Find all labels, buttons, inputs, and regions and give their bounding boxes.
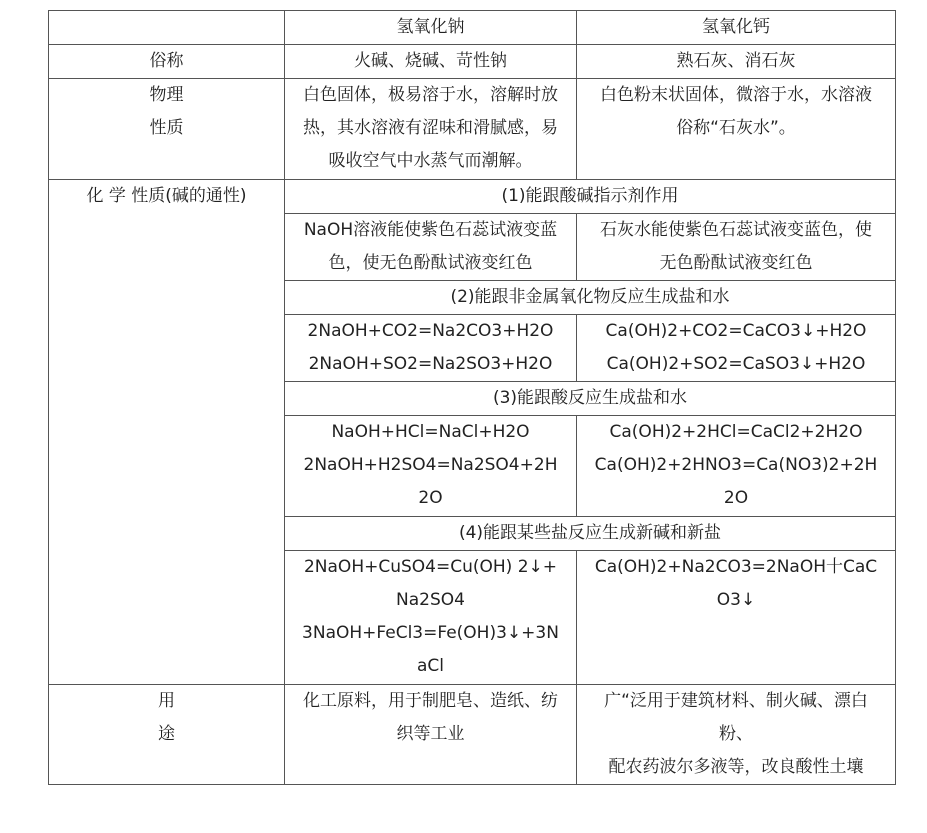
uses-caoh2 [577, 685, 896, 785]
chem-p1-caoh2 [577, 214, 896, 281]
common-name-label: 俗称 [49, 45, 285, 79]
chem-p1-title-row [49, 180, 896, 214]
physical-label [49, 79, 285, 180]
equation-line: 3NaOH+FeCl3=Fe(OH)3↓+3N [302, 623, 559, 643]
chem-p2-title: (2)能跟非金属氧化物反应生成盐和水 [285, 281, 896, 315]
equation-line: 2O [418, 488, 443, 508]
uses-row [49, 685, 896, 785]
text-line: 配农药波尔多液等，改良酸性土壤 [608, 757, 864, 777]
equation-line: Ca(OH)2+SO2=CaSO3↓+H2O [606, 354, 866, 374]
uses-label-line1: 用 [158, 691, 175, 711]
equation-line: 2O [723, 488, 749, 508]
physical-label-line2: 性质 [149, 118, 184, 138]
chem-p3-caoh2 [577, 416, 896, 517]
equation-line: 2NaOH+CuSO4=Cu(OH) 2↓+ [303, 557, 558, 577]
uses-naoh [285, 685, 577, 785]
physical-label-line1: 物理 [149, 85, 184, 105]
header-caoh2: 氢氧化钙 [577, 11, 896, 45]
equation-line: 2NaOH+SO2=Na2SO3+H2O [308, 354, 553, 374]
chem-p3-title: (3)能跟酸反应生成盐和水 [285, 382, 896, 416]
text-line: 化工原料，用于制肥皂、造纸、纺 [303, 691, 558, 711]
text-line: 白色粉末状固体，微溶于水，水溶液 [600, 85, 872, 105]
text-line: 广“泛用于建筑材料、制火碱、漂白 [604, 691, 868, 711]
text-line: 热，其水溶液有涩味和滑腻感，易 [303, 118, 558, 138]
chem-p4-caoh2 [577, 551, 896, 685]
equation-line: Ca(OH)2+CO2=CaCO3↓+H2O [605, 321, 867, 341]
text-line: 织等工业 [396, 724, 465, 744]
header-empty-cell [49, 11, 285, 45]
equation-line: 2NaOH+H2SO4=Na2SO4+2H [303, 455, 558, 475]
chemical-label-text: 化 学 性质(碱的通性) [86, 186, 247, 206]
physical-naoh [285, 79, 577, 180]
text-line: NaOH溶液能使紫色石蕊试液变蓝 [303, 220, 558, 240]
chem-p1-title: (1)能跟酸碱指示剂作用 [285, 180, 896, 214]
chemical-label [49, 180, 285, 685]
text-line: 白色固体，极易溶于水，溶解时放 [303, 85, 558, 105]
text-line: 吸收空气中水蒸气而潮解。 [328, 151, 533, 171]
common-name-row [49, 45, 896, 79]
equation-line: 2NaOH+CO2=Na2CO3+H2O [307, 321, 554, 341]
text-line: 石灰水能使紫色石蕊试液变蓝色，使 [600, 220, 872, 240]
chem-p2-naoh [285, 315, 577, 382]
comparison-table [48, 10, 896, 785]
text-line: 无色酚酞试液变红色 [659, 253, 813, 273]
text-line: 俗称“石灰水”。 [676, 118, 796, 138]
header-row [49, 11, 896, 45]
equation-line: Ca(OH)2+2HNO3=Ca(NO3)2+2H [594, 455, 878, 475]
chem-p4-naoh [285, 551, 577, 685]
common-name-naoh: 火碱、烧碱、苛性钠 [285, 45, 577, 79]
text-line: 色，使无色酚酞试液变红色 [328, 253, 533, 273]
chem-p3-naoh [285, 416, 577, 517]
chem-p2-caoh2 [577, 315, 896, 382]
text-line: 粉、 [719, 724, 753, 744]
header-naoh: 氢氧化钠 [285, 11, 577, 45]
equation-line: Ca(OH)2+2HCl=CaCl2+2H2O [609, 422, 863, 442]
chem-p1-naoh [285, 214, 577, 281]
equation-line: Na2SO4 [396, 590, 465, 610]
physical-row [49, 79, 896, 180]
common-name-caoh2: 熟石灰、消石灰 [577, 45, 896, 79]
physical-caoh2 [577, 79, 896, 180]
equation-line: Ca(OH)2+Na2CO3=2NaOH十CaC [594, 557, 878, 577]
equation-line: O3↓ [716, 590, 756, 610]
equation-line: aCl [416, 656, 444, 676]
equation-line: NaOH+HCl=NaCl+H2O [331, 422, 530, 442]
uses-label [49, 685, 285, 785]
uses-label-line2: 途 [158, 724, 175, 744]
chem-p4-title: (4)能跟某些盐反应生成新碱和新盐 [285, 517, 896, 551]
